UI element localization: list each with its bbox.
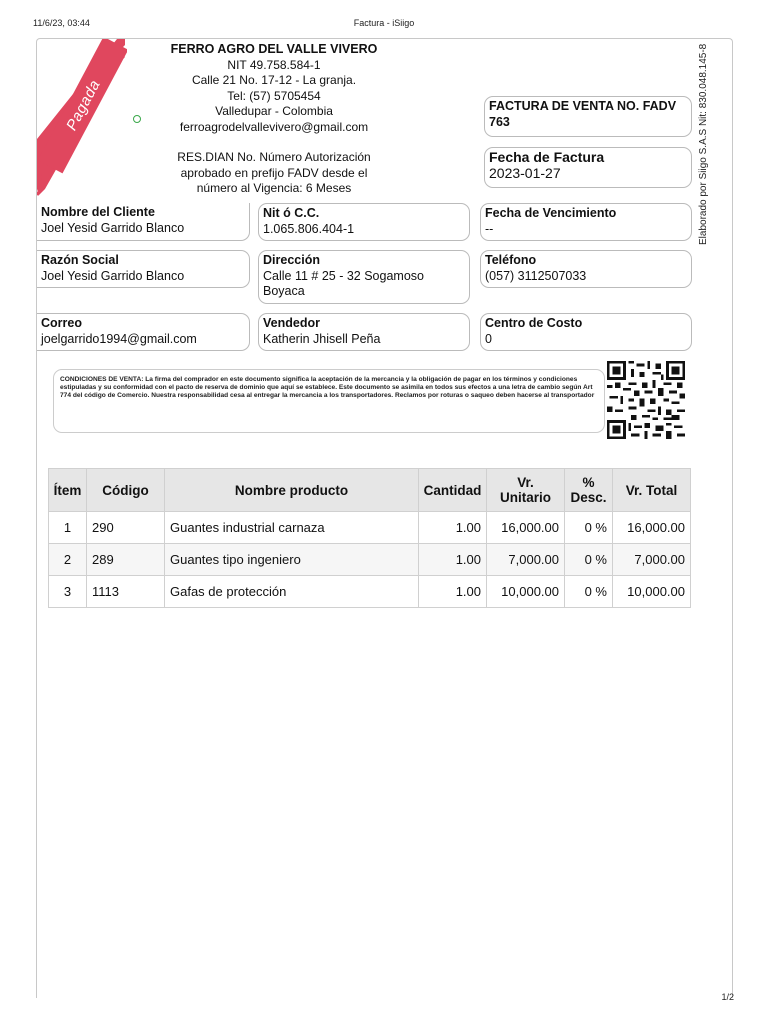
table-row	[49, 576, 691, 608]
invoice-date-box	[484, 147, 692, 188]
address-value: Calle 11 # 25 - 32 Sogamoso Boyaca	[263, 268, 424, 298]
col-item: Ítem	[49, 469, 87, 512]
cell-quantity: 1.00	[419, 512, 487, 544]
resolution-line: número al Vigencia: 6 Meses	[196, 181, 352, 195]
sale-conditions: CONDICIONES DE VENTA: La firma del comprador en este documento significa la aceptación de la mercancia y la obligación de pagar en los términos y condiciones estipuladas y su conformidad con el pacto de reserva de dominio que aquí se establece. Este documento se asimila en todos sus efectos a una letra de cambio según Art 774 del código de Comercio. Nuestra responsabilidad cesa al entregar la mercancia a los transportadores. Reclamos por roturas o saqueo deben hacerse al transportador	[53, 369, 605, 433]
cell-total: 10,000.00	[613, 576, 691, 608]
cell-total: 16,000.00	[613, 512, 691, 544]
print-date: 11/6/23, 03:44	[33, 18, 90, 28]
due-date-value: --	[485, 221, 494, 236]
company-name: FERRO AGRO DEL VALLE VIVERO	[170, 42, 378, 56]
cell-discount: 0 %	[565, 512, 613, 544]
col-product: Nombre producto	[165, 469, 419, 512]
cell-unit-price: 16,000.00	[487, 512, 565, 544]
phone-value: (057) 3112507033	[485, 268, 587, 283]
cell-quantity: 1.00	[419, 576, 487, 608]
resolution-line: aprobado en prefijo FADV desde el	[180, 165, 368, 180]
cell-product: Guantes tipo ingeniero	[165, 544, 419, 576]
qr-code-icon	[607, 361, 685, 439]
col-total: Vr. Total	[613, 469, 691, 512]
due-date-field	[480, 203, 692, 241]
cell-quantity: 1.00	[419, 544, 487, 576]
col-code: Código	[87, 469, 165, 512]
nit-field	[258, 203, 470, 241]
cell-code: 290	[87, 512, 165, 544]
seller-label: Vendedor	[263, 316, 320, 330]
business-name-field	[37, 250, 250, 288]
cell-item: 3	[49, 576, 87, 608]
client-name-field	[37, 203, 250, 241]
company-city: Valledupar - Colombia	[215, 104, 333, 118]
client-name-label: Nombre del Cliente	[41, 205, 155, 219]
print-title: Factura - iSiigo	[353, 18, 415, 28]
col-unit-price: Vr. Unitario	[487, 469, 565, 512]
nit-label: Nit ó C.C.	[263, 206, 320, 220]
cost-center-label: Centro de Costo	[485, 316, 583, 330]
cell-discount: 0 %	[565, 576, 613, 608]
company-email: ferroagrodelvallevivero@gmail.com	[179, 119, 369, 134]
invoice-sheet	[36, 38, 733, 998]
cost-center-field	[480, 313, 692, 351]
cell-code: 1113	[87, 576, 165, 608]
paid-ribbon	[37, 39, 127, 199]
phone-label: Teléfono	[485, 253, 537, 267]
cell-code: 289	[87, 544, 165, 576]
address-field	[258, 250, 470, 304]
products-table	[48, 468, 691, 608]
cost-center-value: 0	[485, 331, 492, 346]
dian-resolution	[147, 150, 401, 197]
print-header	[0, 18, 768, 32]
ribbon-label: Pagada	[62, 76, 104, 134]
resolution-line: RES.DIAN No. Número Autorización	[177, 150, 371, 164]
cell-total: 7,000.00	[613, 544, 691, 576]
nit-value: 1.065.806.404-1	[263, 221, 355, 236]
due-date-label: Fecha de Vencimiento	[485, 206, 617, 220]
seller-value: Katherin Jhisell Peña	[263, 331, 381, 346]
company-logo-icon	[133, 115, 141, 123]
cell-item: 1	[49, 512, 87, 544]
cell-unit-price: 7,000.00	[487, 544, 565, 576]
client-name-value: Joel Yesid Garrido Blanco	[41, 220, 185, 235]
business-name-label: Razón Social	[41, 253, 119, 267]
cell-item: 2	[49, 544, 87, 576]
table-row	[49, 512, 691, 544]
business-name-value: Joel Yesid Garrido Blanco	[41, 268, 185, 283]
table-header-row	[49, 469, 691, 512]
side-credit-text: Elaborado por Siigo S.A.S Nit: 830.048.145-8	[698, 43, 709, 245]
col-quantity: Cantidad	[419, 469, 487, 512]
phone-field	[480, 250, 692, 288]
col-discount: % Desc.	[565, 469, 613, 512]
email-label: Correo	[41, 316, 82, 330]
invoice-date-value: 2023-01-27	[489, 164, 561, 181]
cell-discount: 0 %	[565, 544, 613, 576]
email-value: joelgarrido1994@gmail.com	[41, 331, 197, 346]
invoice-date-label: Fecha de Factura	[489, 149, 605, 165]
company-nit: NIT 49.758.584-1	[227, 57, 321, 72]
company-info	[147, 42, 401, 135]
email-field	[37, 313, 250, 351]
address-label: Dirección	[263, 253, 320, 267]
invoice-number: FACTURA DE VENTA NO. FADV 763	[484, 96, 692, 137]
seller-field	[258, 313, 470, 351]
company-phone: Tel: (57) 5705454	[227, 88, 321, 103]
cell-product: Gafas de protección	[165, 576, 419, 608]
table-row	[49, 544, 691, 576]
cell-product: Guantes industrial carnaza	[165, 512, 419, 544]
company-address: Calle 21 No. 17-12 - La granja.	[191, 73, 357, 87]
page-number: 1/2	[721, 992, 734, 1002]
cell-unit-price: 10,000.00	[487, 576, 565, 608]
